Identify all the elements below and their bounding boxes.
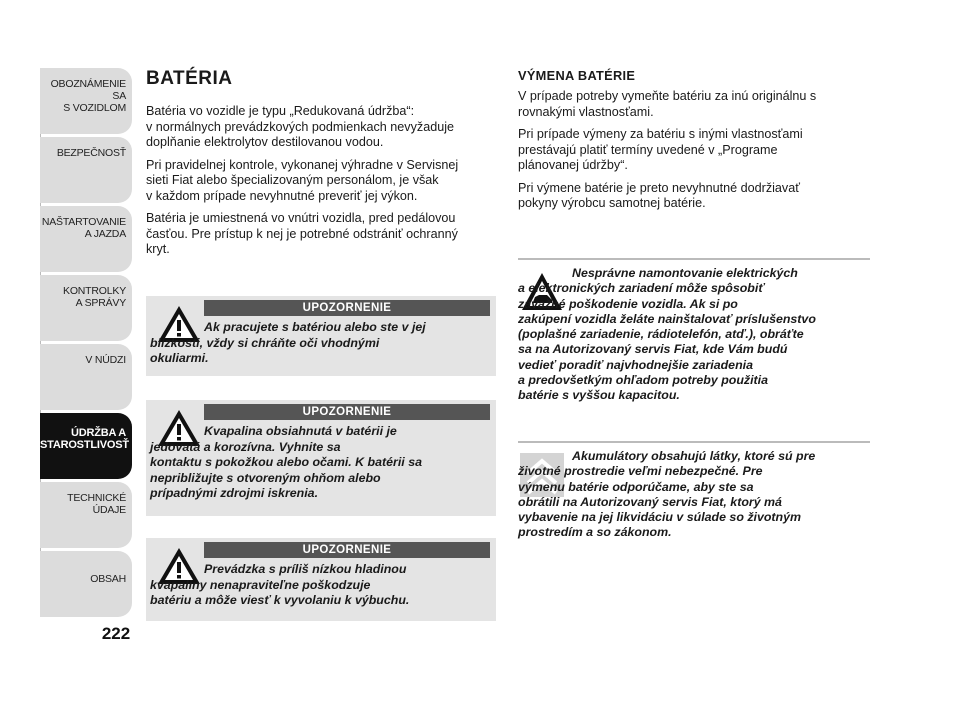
caution-note bbox=[518, 258, 870, 418]
warning-box bbox=[146, 400, 496, 516]
paragraph: Pri výmene batérie je preto nevyhnutné dodržiavať pokyny výrobcu samotnej batérie. bbox=[518, 180, 800, 210]
paragraph: V prípade potreby vymeňte batériu za inú originálnu s rovnakými vlastnosťami. bbox=[518, 89, 817, 119]
page-number: 222 bbox=[101, 624, 131, 643]
battery-section bbox=[146, 68, 494, 265]
tab-kontrolky[interactable]: KONTROLKY A SPRÁVY bbox=[40, 275, 132, 341]
section-title: BATÉRIA bbox=[146, 68, 233, 89]
tab-v-nudzi[interactable]: V NÚDZI bbox=[40, 344, 132, 410]
tab-technicke-udaje[interactable]: TECHNICKÉ ÚDAJE bbox=[40, 482, 132, 548]
warning-box bbox=[146, 538, 496, 621]
warning-text: Ak pracujete s batériou alebo ste v jej blízkosti, vždy si chráňte oči vhodnými okuliarmi. bbox=[150, 320, 426, 365]
paragraph: Batéria je umiestnená vo vnútri vozidla, pred pedálovou časťou. Pre prístup k nej je potrebné odstrániť ochranný kryt. bbox=[146, 211, 458, 256]
warning-heading: UPOZORNENIE bbox=[204, 542, 490, 558]
tab-obsah[interactable]: OBSAH bbox=[40, 551, 132, 617]
tab-oboznamenie[interactable]: OBOZNÁMENIE SA S VOZIDLOM bbox=[40, 68, 132, 134]
paragraph: Batéria vo vozidle je typu „Redukovaná údržba“: v normálnych prevádzkových podmienkach nevyžaduje doplňanie elektrolytov destilovanou vodou. bbox=[146, 104, 455, 149]
warning-text: Prevádzka s príliš nízkou hladinou kvapaliny nenapraviteľne poškodzuje batériu a môže viesť k vyvolaniu k výbuchu. bbox=[150, 562, 410, 607]
warning-box bbox=[146, 296, 496, 376]
paragraph: Pri prípade výmeny za batériu s inými vlastnosťami prestávajú platiť termíny uvedené v „Programe plánovanej údržby“. bbox=[518, 127, 803, 172]
tab-udrzba-active[interactable]: ÚDRŽBA A STAROSTLIVOSŤ bbox=[40, 413, 132, 479]
warning-heading: UPOZORNENIE bbox=[204, 300, 490, 316]
battery-replacement-section bbox=[518, 68, 870, 219]
warning-text: Kvapalina obsiahnutá v batérii je jedovatá a korozívna. Vyhnite sa kontaktu s pokožkou alebo očami. K batérii sa nepribližujte s otvoreným ohňom alebo prípadnými zdrojmi iskrenia. bbox=[150, 424, 422, 500]
warning-heading: UPOZORNENIE bbox=[204, 404, 490, 420]
tab-bezpecnost[interactable]: BEZPEČNOSŤ bbox=[40, 137, 132, 203]
section-subtitle: VÝMENA BATÉRIE bbox=[518, 68, 636, 83]
environment-text: Akumulátory obsahujú látky, ktoré sú pre životné prostredie veľmi nebezpečné. Pre výmenu batérie odporúčame, aby ste sa obrátili na Autorizovaný servis Fiat, ktorý má vybavenie na jej likvidáciu v súlade so životným prostredím a so zákonom. bbox=[518, 449, 816, 540]
tab-nastartovanie[interactable]: NAŠTARTOVANIE A JAZDA bbox=[40, 206, 132, 272]
paragraph: Pri pravidelnej kontrole, vykonanej výhradne v Servisnej sieti Fiat alebo špecializovaným personálom, je však v každom prípade nevyhnutné preveriť jej výkon. bbox=[146, 157, 459, 203]
caution-text: Nesprávne namontovanie elektrických a elektronických zariadení môže spôsobiť závažné poškodenie vozidla. Ak si po zakúpení vozidla želáte nainštalovať príslušenstvo (poplašné zariadenie, rádiotelefón, atď.), obráťte sa na Autorizovaný servis Fiat, kde Vám budú vedieť poradiť najvhodnejšie zariadenia a predovšetkým ohľadom potreby použitia batérie s vyššou kapacitou. bbox=[518, 266, 816, 403]
environment-note bbox=[518, 441, 870, 551]
